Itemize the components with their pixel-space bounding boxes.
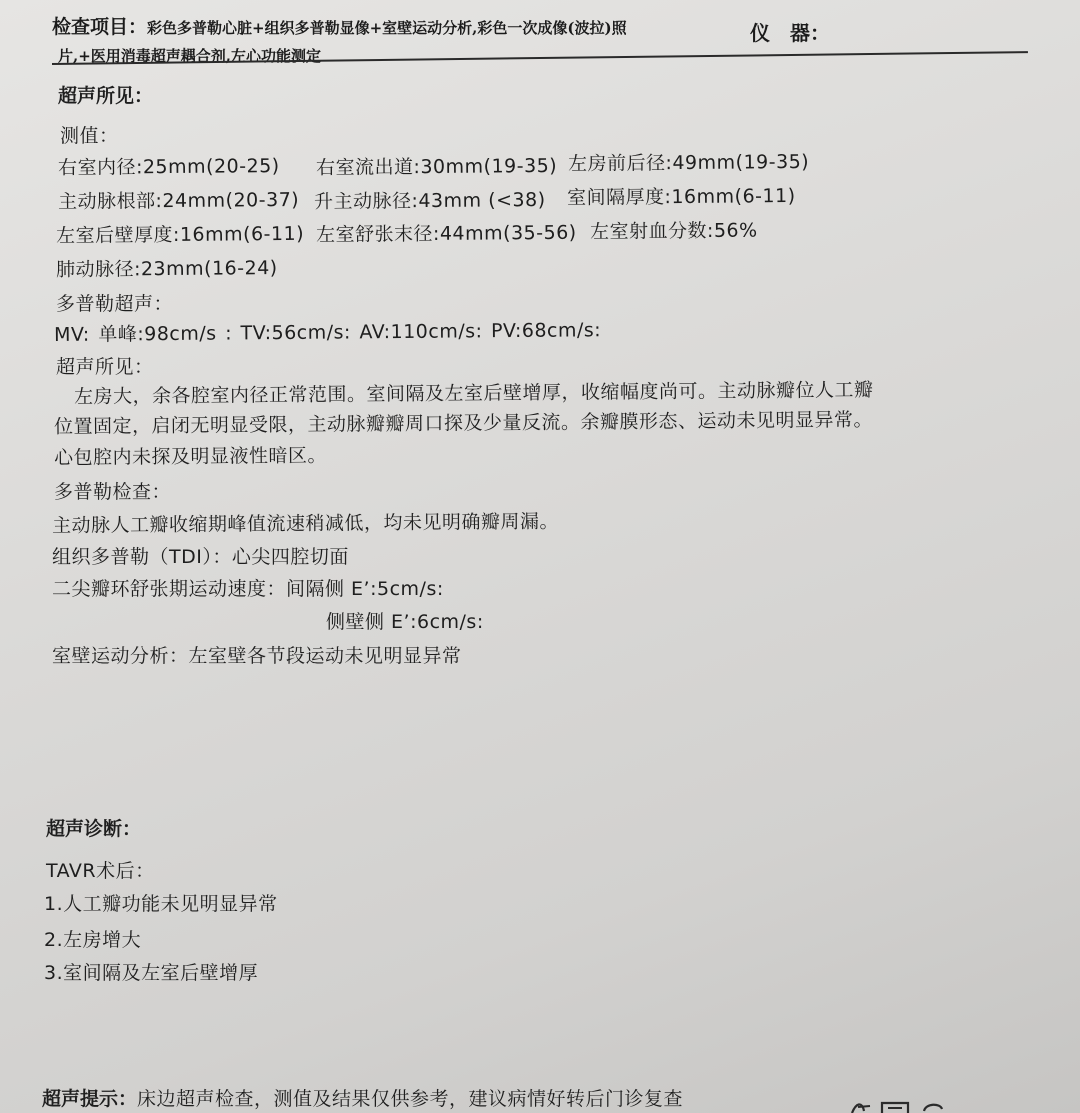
doppler-check-title: 多普勒检查： <box>54 481 172 503</box>
mitral-row <box>52 574 444 601</box>
wall-motion: 室壁运动分析：左室壁各节段运动未见明显异常 <box>52 645 462 667</box>
measurement-row-2 <box>58 185 299 214</box>
measurement-row-2c <box>567 181 796 210</box>
measurement-row-1b <box>316 151 557 180</box>
tdi-line: 组织多普勒（TDI）：心尖四腔切面 <box>52 546 349 568</box>
findings-title: 超声所见： <box>58 85 154 107</box>
measure-label: 右室流出道: <box>315 156 421 179</box>
findings-paragraph-2: 位置固定，启闭无明显受限，主动脉瓣瓣周口探及少量反流。余瓣膜形态、运动未见明显异常。 <box>53 408 874 438</box>
measure-value: 43mm (<38) <box>418 188 546 213</box>
measurement-row-3c <box>590 216 758 244</box>
handwritten-signature <box>848 1093 958 1113</box>
diagnosis-item-1: 1.人工瓣功能未见明显异常 <box>44 893 278 915</box>
measure-label: 右室内径: <box>57 156 144 179</box>
doppler-title: 多普勒超声： <box>56 293 174 315</box>
measurement-row-1c <box>568 147 809 176</box>
measure-value: 16mm(6-11) <box>179 222 305 246</box>
measure-value: 25mm(20-25) <box>142 155 280 179</box>
findings-paragraph-1: 左房大，余各腔室内径正常范围。室间隔及左室后壁增厚，收缩幅度尚可。主动脉瓣位人工瓣 <box>73 379 874 408</box>
measure-value: 16mm(6-11) <box>671 185 796 209</box>
measure-label: 左室后壁厚度: <box>55 223 181 247</box>
findings-paragraph-3: 心包腔内未探及明显液性暗区。 <box>53 444 328 469</box>
measure-label: 室间隔厚度: <box>566 186 672 209</box>
exam-header <box>52 12 627 39</box>
exam-text-line-1: 彩色多普勒心脏+组织多普勒显像+室壁运动分析,彩色一次成像(波拉)照 <box>147 19 627 37</box>
measure-value: 44mm(35-56) <box>439 221 577 245</box>
measure-label: 左室射血分数: <box>589 219 715 243</box>
septal-value: 间隔侧 E’:5cm/s: <box>286 578 444 600</box>
measurement-row-3b <box>316 218 577 247</box>
tip-row <box>42 1084 683 1111</box>
exam-label: 检查项目： <box>52 16 148 38</box>
measurement-row-4 <box>56 253 278 282</box>
measurement-row-1 <box>58 151 280 180</box>
doppler-values: MV: 单峰:98cm/s : TV:56cm/s: AV:110cm/s: PV:68cm/s: <box>53 319 602 346</box>
lateral-value: 侧壁侧 E’:6cm/s: <box>326 611 484 633</box>
diagnosis-title: 超声诊断： <box>46 818 142 840</box>
findings-subtitle: 超声所见： <box>56 356 154 378</box>
measure-label: 主动脉根部: <box>57 190 163 213</box>
tip-text: 床边超声检查，测值及结果仅供参考，建议病情好转后门诊复查 <box>137 1088 684 1110</box>
exam-text-line-2: 片,+医用消毒超声耦合剂,左心功能测定 <box>58 47 322 65</box>
doppler-check-text: 主动脉人工瓣收缩期峰值流速稍减低，均未见明确瓣周漏。 <box>51 510 560 537</box>
diagnosis-item-2: 2.左房增大 <box>44 929 142 951</box>
measure-label: 左房前后径: <box>567 152 673 175</box>
measure-value: 24mm(20-37) <box>162 188 300 213</box>
measurement-row-3 <box>56 219 304 248</box>
measure-label: 左室舒张末径: <box>315 222 441 246</box>
diagnosis-context: TAVR术后： <box>46 860 155 882</box>
measure-value: 56% <box>713 219 758 242</box>
mitral-label: 二尖瓣环舒张期运动速度： <box>52 578 287 600</box>
measure-title: 测值： <box>60 125 119 147</box>
measurement-row-2b <box>314 185 546 214</box>
measure-label: 肺动脉径: <box>55 258 142 281</box>
tip-label: 超声提示： <box>42 1088 138 1110</box>
instrument-label: 仪 器： <box>750 21 830 45</box>
diagnosis-item-3: 3.室间隔及左室后壁增厚 <box>44 962 259 984</box>
measure-value: 23mm(16-24) <box>140 257 278 281</box>
measure-value: 49mm(19-35) <box>672 150 810 175</box>
measure-label: 升主动脉径: <box>313 190 419 213</box>
measure-value: 30mm(19-35) <box>420 154 558 179</box>
